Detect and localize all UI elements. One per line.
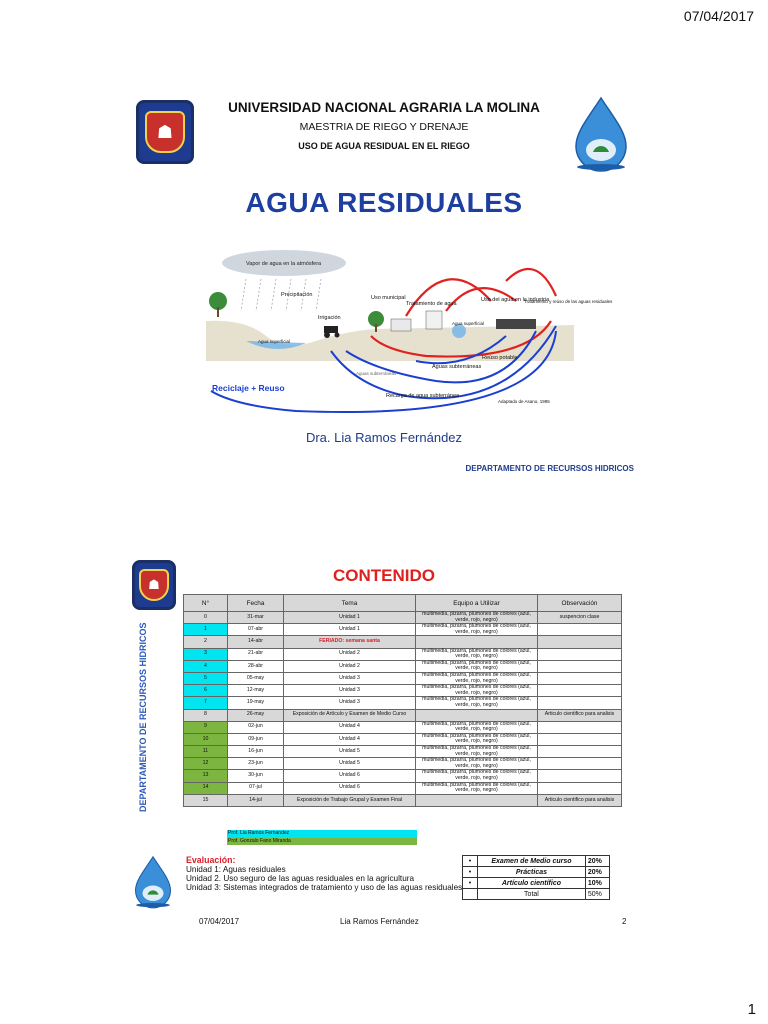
professor-1: Prof. Lia Ramos Fernandez (227, 830, 417, 838)
cell-n: 12 (184, 758, 228, 770)
cell-equipo: multimedia, pizarra, plumones de colores (azul, verde, rojo, negro) (416, 672, 538, 684)
header-tema: Tema (284, 595, 416, 612)
slide-2 (124, 554, 644, 934)
cell-fecha: 23-jun (228, 758, 284, 770)
label-reciclaje-reuso: Reciclaje + Reuso (212, 383, 285, 393)
course-name: USO DE AGUA RESIDUAL EN EL RIEGO (298, 141, 470, 151)
cell-obs (538, 648, 622, 660)
department-name: DEPARTAMENTO DE RECURSOS HIDRICOS (465, 464, 634, 473)
label-agua-superficial-2: Agua superficial (452, 321, 485, 326)
cell-obs (538, 746, 622, 758)
cell-fecha: 31-mar (228, 612, 284, 624)
grade-row (463, 856, 610, 867)
cell-fecha: 26-may (228, 709, 284, 721)
grade-row (463, 878, 610, 889)
university-crest-icon: ☗ (132, 560, 176, 610)
label-irrigacion: Irrigación (318, 315, 341, 321)
cell-tema: Unidad 3 (284, 672, 416, 684)
cell-tema: Unidad 4 (284, 721, 416, 733)
grades-table (462, 855, 610, 900)
cell-tema: Unidad 6 (284, 770, 416, 782)
grade-bullet (463, 889, 478, 900)
label-aguas-subterraneas-2: Aguas subterráneas (356, 371, 397, 376)
cell-equipo (416, 709, 538, 721)
cell-n: 13 (184, 770, 228, 782)
header-fecha: Fecha (228, 595, 284, 612)
cell-equipo: multimedia, pizarra, plumones de colores (azul, verde, rojo, negro) (416, 733, 538, 745)
label-recarga: Recarga de agua subterránea (386, 393, 460, 399)
table-row (184, 746, 622, 758)
cell-tema: Unidad 2 (284, 648, 416, 660)
cell-n: 11 (184, 746, 228, 758)
evaluation-section (186, 856, 462, 892)
cell-tema: Unidad 5 (284, 758, 416, 770)
table-row (184, 612, 622, 624)
cell-tema: Exposición de Artículo y Examen de Medio Curso (284, 709, 416, 721)
slide-footer-author: Lia Ramos Fernández (340, 917, 419, 926)
cell-obs (538, 770, 622, 782)
header-equipo: Equipo a Utilizar (416, 595, 538, 612)
cell-equipo: multimedia, pizarra, plumones de colores (azul, verde, rojo, negro) (416, 648, 538, 660)
table-row (184, 697, 622, 709)
cell-tema: Unidad 3 (284, 685, 416, 697)
table-row (184, 636, 622, 648)
table-row (184, 770, 622, 782)
cell-obs: Articulo cientifico para analisis (538, 794, 622, 806)
grade-item: Artículo científico (478, 878, 586, 889)
schedule-table (183, 594, 622, 807)
cell-fecha: 09-jun (228, 733, 284, 745)
cell-n: 0 (184, 612, 228, 624)
table-row (184, 721, 622, 733)
department-side-label: DEPARTAMENTO DE RECURSOS HIDRICOS (138, 622, 148, 812)
grade-item: Prácticas (478, 867, 586, 878)
cell-n: 3 (184, 648, 228, 660)
evaluation-unit-3: Unidad 3: Sistemas integrados de tratamiento y uso de las aguas residuales (186, 883, 463, 892)
cell-obs (538, 660, 622, 672)
cell-tema: Unidad 4 (284, 733, 416, 745)
slide-title: AGUA RESIDUALES (245, 187, 523, 218)
cell-fecha: 02-jun (228, 721, 284, 733)
water-drop-logo-icon (128, 854, 178, 910)
cell-equipo: multimedia, pizarra, plumones de colores (azul, verde, rojo, negro) (416, 685, 538, 697)
cell-n: 6 (184, 685, 228, 697)
grade-percent: 20% (585, 856, 609, 867)
cell-equipo: multimedia, pizarra, plumones de colores (azul, verde, rojo, negro) (416, 782, 538, 794)
cell-fecha: 12-may (228, 685, 284, 697)
label-agua-superficial-1: Agua superficial (258, 339, 291, 344)
cell-fecha: 14-abr (228, 636, 284, 648)
cell-n: 14 (184, 782, 228, 794)
table-row (184, 624, 622, 636)
cell-tema: Exposición de Trabajo Grupal y Examen Final (284, 794, 416, 806)
cell-n: 9 (184, 721, 228, 733)
cell-fecha: 07-jul (228, 782, 284, 794)
grade-item: Examen de Medio curso (478, 856, 586, 867)
evaluation-unit-2: Unidad 2. Uso seguro de las aguas residuales en la agricultura (186, 874, 415, 883)
cell-tema: Unidad 3 (284, 697, 416, 709)
cell-equipo (416, 636, 538, 648)
grade-percent: 10% (585, 878, 609, 889)
table-row (184, 782, 622, 794)
grade-bullet: • (463, 867, 478, 878)
slide-footer-date: 07/04/2017 (199, 917, 240, 926)
cell-obs (538, 636, 622, 648)
cell-n: 7 (184, 697, 228, 709)
cell-tema: Unidad 1 (284, 624, 416, 636)
cell-fecha: 05-may (228, 672, 284, 684)
cell-obs: Articulo cientifico para analisis (538, 709, 622, 721)
label-reuso-potable: Reúso potable (482, 355, 518, 361)
cell-tema: Unidad 5 (284, 746, 416, 758)
cell-fecha: 07-abr (228, 624, 284, 636)
cell-n: 8 (184, 709, 228, 721)
cell-equipo: multimedia, pizarra, plumones de colores (azul, verde, rojo, negro) (416, 660, 538, 672)
cell-equipo: multimedia, pizarra, plumones de colores (azul, verde, rojo, negro) (416, 612, 538, 624)
cell-fecha: 14-jul (228, 794, 284, 806)
label-tratamiento: Tratamiento de agua (406, 301, 457, 307)
grade-bullet: • (463, 878, 478, 889)
header-observacion: Observación (538, 595, 622, 612)
author-name: Dra. Lia Ramos Fernández (305, 430, 463, 445)
grade-row (463, 889, 610, 900)
table-header-row (184, 595, 622, 612)
cell-fecha: 19-may (228, 697, 284, 709)
university-name: UNIVERSIDAD NACIONAL AGRARIA LA MOLINA (228, 100, 540, 115)
cell-n: 15 (184, 794, 228, 806)
professor-2: Prof. Gonzalo Fano Miranda (227, 838, 417, 846)
cell-obs (538, 685, 622, 697)
cloud-label: Vapor de agua en la atmósfera (246, 261, 322, 267)
table-row (184, 758, 622, 770)
label-uso-municipal: Uso municipal (371, 295, 406, 301)
label-tratamiento-reuso: Tratamiento y reúso de las aguas residuales (524, 299, 613, 304)
slide-title: CONTENIDO (333, 566, 435, 585)
cell-obs (538, 721, 622, 733)
cell-equipo (416, 794, 538, 806)
cell-equipo: multimedia, pizarra, plumones de colores (azul, verde, rojo, negro) (416, 758, 538, 770)
table-row (184, 648, 622, 660)
grade-item: Total (478, 889, 586, 900)
page-number: 1 (747, 1001, 756, 1018)
cell-obs: suspencion clase (538, 612, 622, 624)
grade-row (463, 867, 610, 878)
table-row (184, 660, 622, 672)
table-row (184, 709, 622, 721)
cell-fecha: 21-abr (228, 648, 284, 660)
diagram-credit: Adaptado de Asano, 1995 (498, 399, 550, 404)
cell-tema: Unidad 2 (284, 660, 416, 672)
label-aguas-subterraneas: Aguas subterráneas (432, 364, 482, 370)
evaluation-unit-1: Unidad 1: Aguas residuales (186, 865, 286, 874)
cell-equipo: multimedia, pizarra, plumones de colores (azul, verde, rojo, negro) (416, 697, 538, 709)
cell-obs (538, 782, 622, 794)
water-cycle-diagram (206, 241, 613, 417)
table-row (184, 685, 622, 697)
table-row (184, 794, 622, 806)
slide-footer-page: 2 (622, 917, 627, 926)
cell-n: 5 (184, 672, 228, 684)
cell-equipo: multimedia, pizarra, plumones de colores (azul, verde, rojo, negro) (416, 721, 538, 733)
cell-n: 4 (184, 660, 228, 672)
cell-n: 1 (184, 624, 228, 636)
cell-tema: FERIADO: semana santa (284, 636, 416, 648)
university-crest-icon: ☗ (136, 100, 194, 164)
cell-obs (538, 672, 622, 684)
cell-obs (538, 758, 622, 770)
cell-fecha: 30-jun (228, 770, 284, 782)
cell-equipo: multimedia, pizarra, plumones de colores (azul, verde, rojo, negro) (416, 624, 538, 636)
grade-percent: 50% (585, 889, 609, 900)
cell-fecha: 28-abr (228, 660, 284, 672)
page-date: 07/04/2017 (683, 8, 754, 24)
header-n: N° (184, 595, 228, 612)
grade-bullet: • (463, 856, 478, 867)
label-precipitacion: Precipitación (281, 292, 313, 298)
slide-1 (124, 92, 644, 484)
cell-tema: Unidad 6 (284, 782, 416, 794)
cell-tema: Unidad 1 (284, 612, 416, 624)
label-uso-industria: Uso del agua en la industria (481, 297, 550, 303)
cell-fecha: 16-jun (228, 746, 284, 758)
cell-obs (538, 697, 622, 709)
cell-n: 2 (184, 636, 228, 648)
cell-obs (538, 624, 622, 636)
cell-equipo: multimedia, pizarra, plumones de colores (azul, verde, rojo, negro) (416, 746, 538, 758)
cell-n: 10 (184, 733, 228, 745)
program-name: MAESTRIA DE RIEGO Y DRENAJE (299, 121, 469, 133)
cell-obs (538, 733, 622, 745)
grade-percent: 20% (585, 867, 609, 878)
evaluation-label: Evaluación: (186, 855, 236, 865)
table-row (184, 672, 622, 684)
table-row (184, 733, 622, 745)
cell-equipo: multimedia, pizarra, plumones de colores (azul, verde, rojo, negro) (416, 770, 538, 782)
